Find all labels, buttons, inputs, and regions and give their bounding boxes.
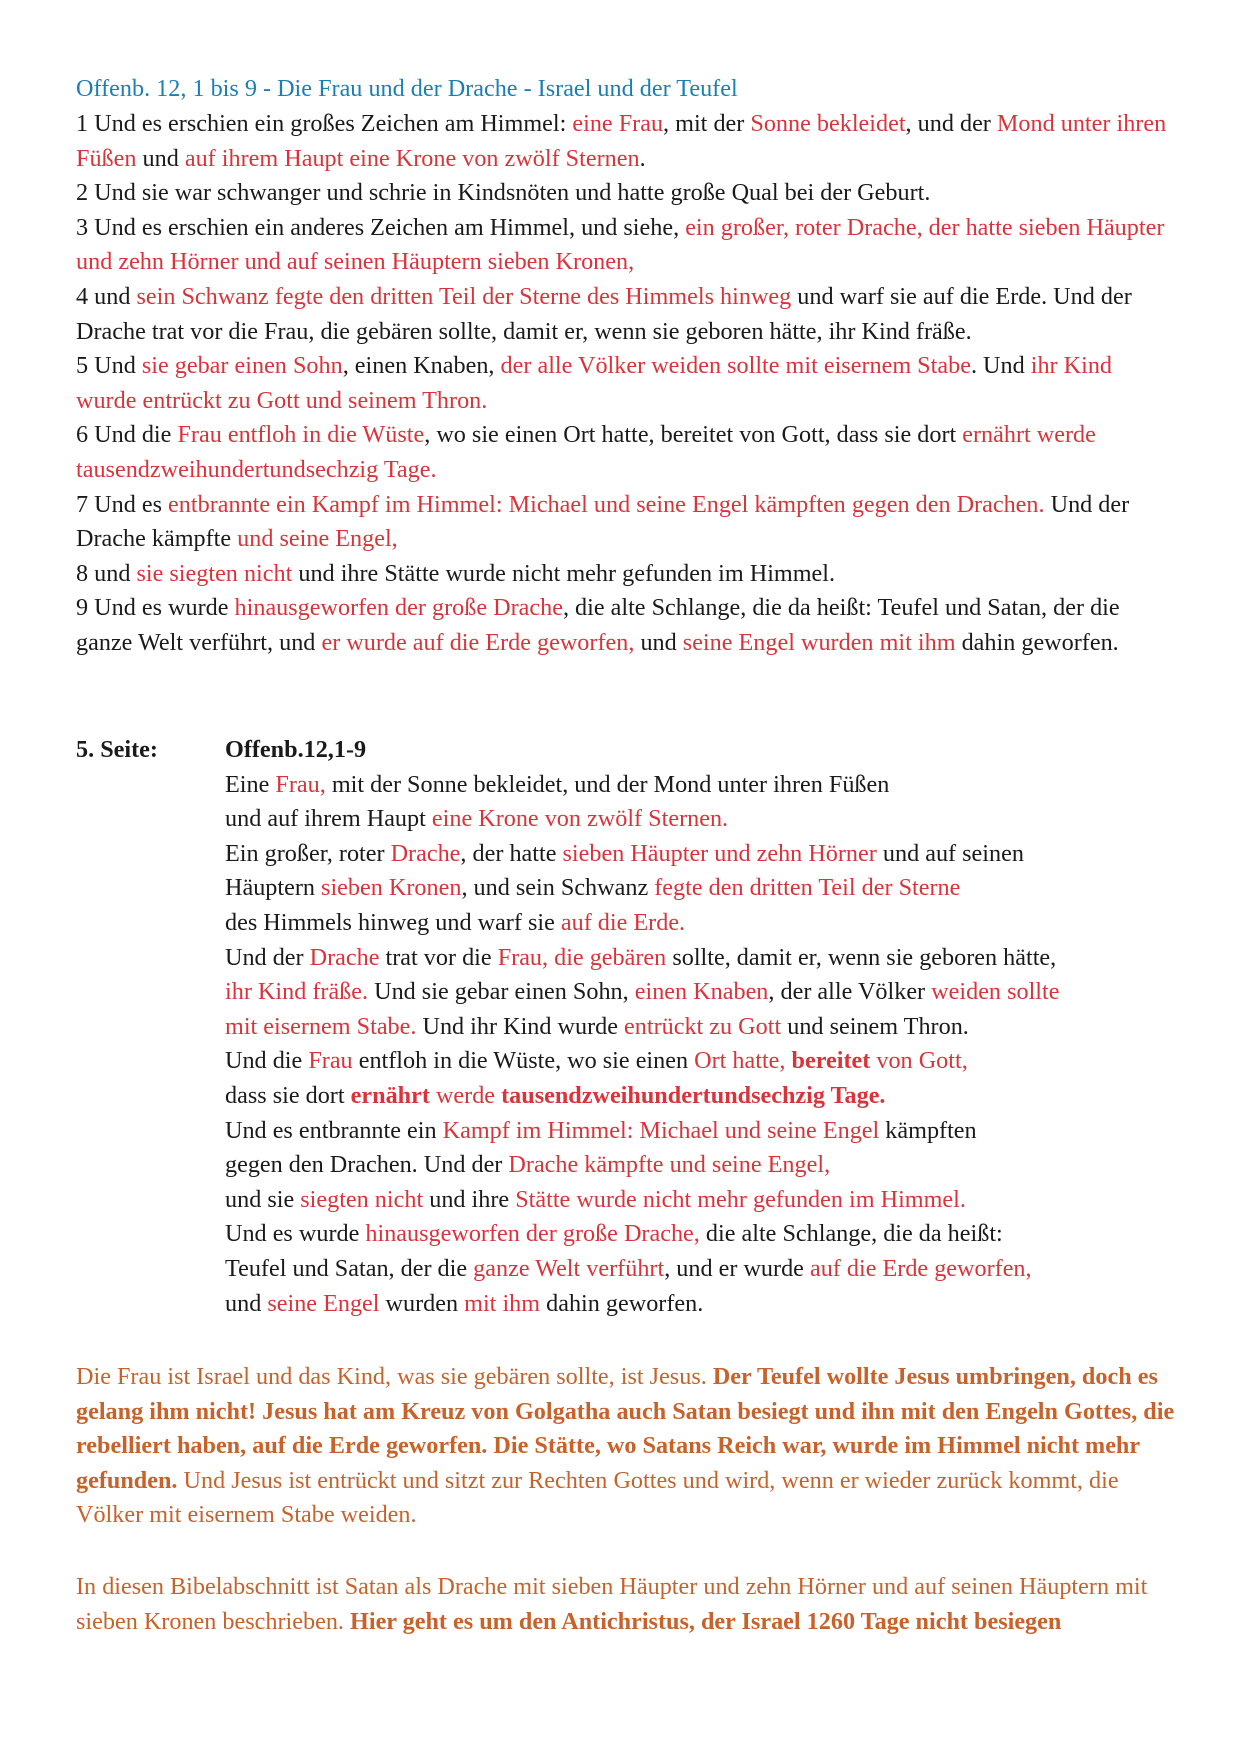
text-run: Frau entfloh in die Wüste <box>177 421 425 449</box>
verse <box>76 107 1176 176</box>
text-run: 9 Und es wurde <box>76 594 235 622</box>
text-run: Teufel und Satan, der die <box>225 1254 474 1282</box>
text-run: , mit der <box>663 110 751 137</box>
text-run: ernährt werde tausendzweihundertundsechzig Tage. <box>76 421 1096 483</box>
text-run: und ihre <box>423 1185 516 1213</box>
text-run: Und ihr Kind wurde <box>416 1012 625 1040</box>
text-run: Frau, <box>275 770 326 798</box>
verse <box>76 349 1176 418</box>
verse <box>76 280 1176 349</box>
text-run: mit der Sonne bekleidet, und der Mond unter ihren Füßen <box>325 770 890 798</box>
text-run: und auf ihrem Haupt <box>225 805 432 833</box>
text-run: , der alle Völker <box>768 978 932 1006</box>
text-run: Drache <box>309 943 380 971</box>
text-run: eine Frau <box>572 110 664 137</box>
page5-line <box>225 1252 1175 1287</box>
text-run: eine Krone von zwölf Sternen. <box>431 805 729 833</box>
text-run: , die alte Schlange, die da heißt: Teufel und Satan, der die ganze Welt verführt, und <box>76 594 1120 656</box>
page5-line <box>225 975 1175 1010</box>
text-run: auf die Erde geworfen, <box>809 1254 1032 1282</box>
page5-line <box>225 906 1175 941</box>
text-run: auf ihrem Haupt eine Krone von zwölf Sternen <box>184 144 640 172</box>
text-run: Und die <box>225 1047 309 1075</box>
text-run: 4 und <box>76 282 137 310</box>
text-run: sie gebar einen Sohn <box>141 352 343 380</box>
text-run: sieben Kronen <box>321 874 462 902</box>
text-run: des Himmels hinweg und warf sie <box>225 908 561 936</box>
text-run: und warf sie auf die Erde. Und der Drache trat vor die Frau, die gebären sollte, damit er, wenn sie geboren hätte, ihr Kind fräße. <box>76 282 1132 345</box>
text-run: tausendzweihundertundsechzig Tage. <box>501 1081 886 1109</box>
commentary-paragraph <box>76 1570 1176 1639</box>
text-run: seine Engel <box>267 1289 380 1317</box>
text-run: Stätte wurde nicht mehr gefunden im Himmel. <box>515 1185 966 1213</box>
text-run: seine Engel wurden mit ihm <box>682 628 956 656</box>
text-run: Häuptern <box>225 874 322 902</box>
page5-line <box>225 1217 1175 1252</box>
text-run: entbrannte ein Kampf im Himmel: Michael und seine Engel kämpften gegen den Drachen. <box>168 490 1045 518</box>
verse <box>76 557 1176 592</box>
text-run: sieben Häupter und zehn Hörner <box>562 839 877 867</box>
text-run: auf die Erde. <box>560 908 686 936</box>
text-run: sollte, damit er, wenn sie geboren hätte, <box>666 943 1057 971</box>
commentary-paragraph <box>76 1360 1176 1533</box>
text-run: . Und <box>970 352 1031 380</box>
text-run: fegte den dritten Teil der Sterne <box>654 874 961 902</box>
text-run: Und Jesus ist entrückt und sitzt zur Rechten Gottes und wird, wenn er wieder zurück kommt, die Völker mit eisernem Stabe weiden. <box>76 1466 1119 1529</box>
text-run: 5 Und <box>76 352 142 380</box>
commentary-text <box>76 1360 1176 1533</box>
verse <box>76 176 1176 211</box>
text-run: trat vor die <box>379 943 498 971</box>
page5-line <box>225 1044 1175 1079</box>
verse <box>76 418 1176 487</box>
text-run: In diesen Bibelabschnitt ist Satan als Drache mit sieben Häupter und zehn Hörner und auf seinen Häuptern mit sieben Kronen beschrieben. <box>76 1573 1148 1635</box>
text-run: werde <box>429 1081 502 1109</box>
text-run: Und der Drache kämpfte <box>76 490 1130 553</box>
verse <box>76 488 1176 557</box>
text-run: Und der <box>225 943 310 971</box>
text-run: 8 und <box>76 559 137 587</box>
text-run: , der hatte <box>460 839 563 867</box>
text-run: kämpften <box>879 1116 977 1144</box>
text-run: und <box>634 628 683 656</box>
text-run: Mond unter ihren Füßen <box>76 110 1167 172</box>
text-run: 6 Und die <box>76 421 178 449</box>
text-run: 1 Und es erschien ein großes Zeichen am Himmel: <box>76 110 573 137</box>
text-run: hinausgeworfen der große Drache <box>234 594 563 622</box>
text-run: , und der <box>905 110 997 137</box>
text-run: Drache kämpfte und seine Engel, <box>508 1151 831 1179</box>
text-run: bereitet <box>791 1047 871 1075</box>
text-run: Und es entbrannte ein <box>225 1116 443 1144</box>
text-run: 7 Und es <box>76 490 169 518</box>
text-run: gegen den Drachen. Und der <box>225 1151 509 1179</box>
text-run: Frau <box>308 1047 353 1075</box>
text-run: dahin geworfen. <box>955 628 1119 656</box>
text-run: von Gott, <box>870 1047 968 1075</box>
text-run: entfloh in die Wüste, wo sie einen <box>352 1047 695 1075</box>
page5-line <box>225 1148 1175 1183</box>
text-run: und <box>225 1289 268 1317</box>
commentary-text <box>76 1570 1176 1639</box>
text-run: er wurde auf die Erde geworfen, <box>321 628 635 656</box>
text-run: , wo sie einen Ort hatte, bereitet von Gott, dass sie dort <box>424 421 963 449</box>
text-run: mit eisernem Stabe. <box>225 1012 417 1040</box>
text-run: Hier geht es um den Antichristus, der Israel 1260 Tage nicht besiegen <box>350 1607 1062 1635</box>
text-run: wurden <box>379 1289 465 1317</box>
text-run: Drache <box>390 839 461 867</box>
text-run: hinausgeworfen der große Drache, <box>365 1220 700 1248</box>
section-heading: Offenb. 12, 1 bis 9 - Die Frau und der Drache - Israel und der Teufel <box>76 75 738 102</box>
text-run: Sonne bekleidet <box>750 110 906 137</box>
text-run: Ein großer, roter <box>225 839 391 867</box>
page5-line <box>225 941 1175 976</box>
text-run: ihr Kind wurde entrückt zu Gott und seinem Thron. <box>76 352 1113 414</box>
text-run: . <box>639 144 646 172</box>
text-run: die alte Schlange, die da heißt: <box>699 1220 1003 1248</box>
text-run: und sie <box>225 1185 301 1213</box>
text-run: dass sie dort <box>225 1081 351 1109</box>
text-run: siegten nicht <box>300 1185 424 1213</box>
page5-line <box>225 768 1175 803</box>
text-run: Ort hatte, <box>694 1047 792 1075</box>
text-run: Und sie gebar einen Sohn, <box>368 978 635 1006</box>
page5-line <box>225 1183 1175 1218</box>
text-run: der alle Völker weiden sollte mit eisernem Stabe <box>500 352 971 380</box>
text-run: , und er wurde <box>664 1254 810 1282</box>
text-run: einen Knaben <box>634 978 769 1006</box>
text-run: entrückt zu Gott <box>624 1012 782 1040</box>
text-run: und <box>136 144 185 172</box>
text-run: sie siegten nicht <box>136 559 293 587</box>
text-run: Eine <box>225 770 276 798</box>
text-run: Der Teufel wollte Jesus umbringen, doch es gelang ihm nicht! Jesus hat am Kreuz von Golgatha auch Satan besiegt und ihn mit den Engeln Gottes, die rebelliert haben, auf die Erde geworfen. Die Stätte, wo Satans Reich war, wurde im Himmel nicht mehr gefunden. <box>76 1363 1175 1494</box>
text-run: 2 Und sie war schwanger und schrie in Kindsnöten und hatte große Qual bei der Geburt. <box>76 179 931 207</box>
page5-line <box>225 1114 1175 1149</box>
verse <box>76 211 1176 280</box>
text-run: und seine Engel, <box>237 525 398 553</box>
page5-line <box>225 837 1175 872</box>
page5-label: 5. Seite: <box>76 736 158 763</box>
text-run: Kampf im Himmel: Michael und seine Engel <box>442 1116 880 1144</box>
page5-line <box>225 802 1175 837</box>
text-run: ernährt <box>350 1081 430 1109</box>
page5-line <box>225 1079 1175 1114</box>
text-run: ganze Welt verführt <box>473 1254 665 1282</box>
page5-line <box>225 1010 1175 1045</box>
verse <box>76 591 1176 660</box>
text-run: und ihre Stätte wurde nicht mehr gefunden im Himmel. <box>292 559 836 587</box>
page5-body <box>225 733 1175 1321</box>
text-run: dahin geworfen. <box>540 1289 704 1317</box>
text-run: ein großer, roter Drache, der hatte sieben Häupter und zehn Hörner und auf seinen Häuptern sieben Kronen, <box>76 213 1165 276</box>
text-run: , einen Knaben, <box>342 352 501 380</box>
text-run: ihr Kind fräße. <box>225 978 369 1006</box>
text-run: mit ihm <box>464 1289 541 1317</box>
text-run: Und es wurde <box>225 1220 366 1248</box>
text-run: Frau, die gebären <box>497 943 667 971</box>
page5-line <box>225 871 1175 906</box>
verse-list <box>76 107 1176 661</box>
text-run: und auf seinen <box>876 839 1024 867</box>
text-run: Die Frau ist Israel und das Kind, was sie gebären sollte, ist Jesus. <box>76 1363 713 1390</box>
text-run: 3 Und es erschien ein anderes Zeichen am Himmel, und siehe, <box>76 213 686 241</box>
text-run: und seinem Thron. <box>781 1012 969 1040</box>
page5-line <box>225 1287 1175 1322</box>
text-run: , und sein Schwanz <box>461 874 655 902</box>
text-run: sein Schwanz fegte den dritten Teil der Sterne des Himmels hinweg <box>136 282 792 310</box>
text-run: weiden sollte <box>931 978 1060 1006</box>
page5-reference: Offenb.12,1-9 <box>225 736 367 763</box>
